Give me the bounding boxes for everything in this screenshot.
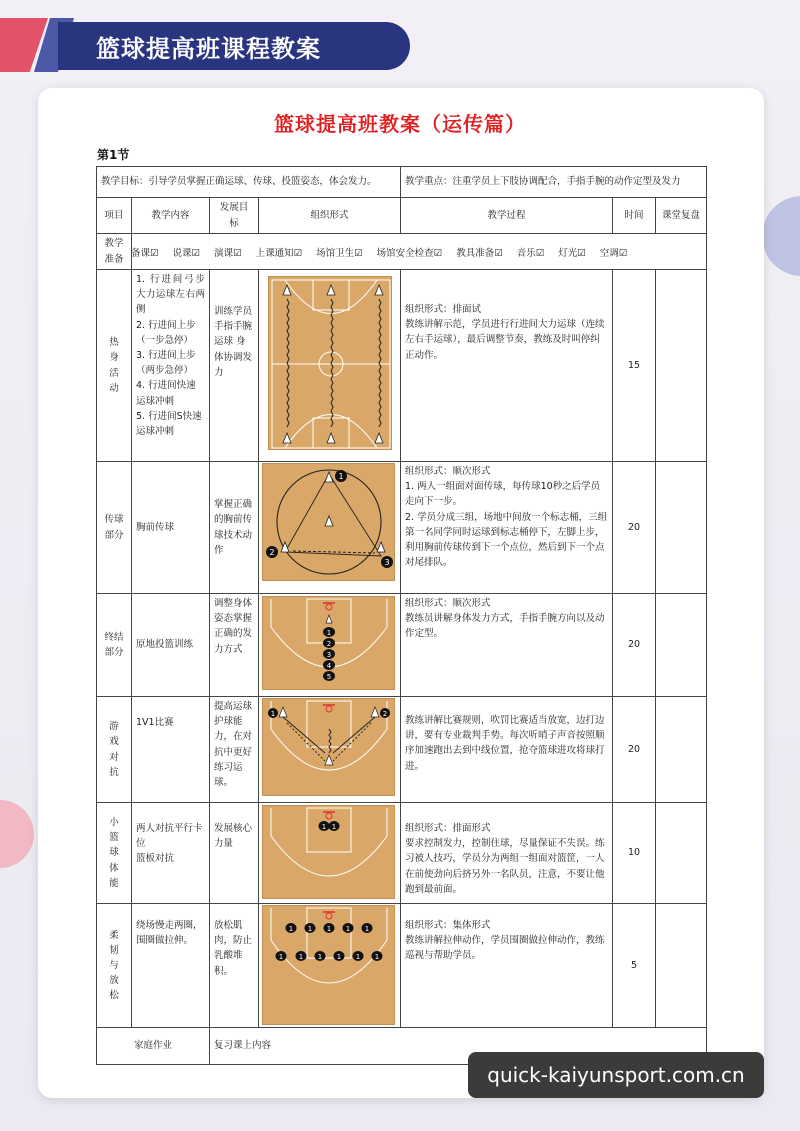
player-label: 1 <box>336 953 342 961</box>
row-goal-warmup: 训练学员手指手腕运球 身体协调发力 <box>209 269 259 462</box>
process-line: 教练讲解拉伸动作，学员围圈做拉伸动作，教练巡视与帮助学员。 <box>405 935 605 962</box>
row-review-pass <box>655 461 707 594</box>
row-item-pass: 传球部分 <box>96 461 132 594</box>
player-label: 1 <box>321 823 327 831</box>
row-process-pass <box>400 461 613 594</box>
player-label: 1 <box>298 953 304 961</box>
header-content: 教学内容 <box>131 197 210 234</box>
player-label: 1 <box>317 953 323 961</box>
header-banner <box>58 22 410 70</box>
prep-label: 教学准备 <box>96 233 132 270</box>
row-process-fitness <box>400 802 613 904</box>
row-review-game <box>655 696 707 803</box>
header-time: 时间 <box>612 197 656 234</box>
row-item-fitness: 小篮球体能 <box>96 802 132 904</box>
process-line: 教练讲解示范，学员进行行进间大力运球（连续左右手运球），最后调整节奏，教练及时叫停纠正动作。 <box>405 319 605 361</box>
row-item-stretch: 柔韧与放松 <box>96 903 132 1028</box>
pass-court-diagram <box>262 463 395 581</box>
row-goal-fitness: 发展核心力量 <box>209 802 259 904</box>
player-label: 1 <box>278 953 284 961</box>
player-label: 5 <box>326 673 332 681</box>
process-line: 要求控制发力，控制住球，尽量保证不失误。练习被人技巧，学员分为两组一组面对篮筐，一人在前使劲向后挤另外一名队员，注意，不要让他跑到最前面。 <box>405 838 605 895</box>
goal-cell: 教学目标：引导学员掌握正确运球、传球、投篮姿态，体会发力。 <box>96 166 401 198</box>
row-goal-finish: 调整身体姿态掌握正确的发力方式 <box>209 593 259 697</box>
row-item-game: 游戏对抗 <box>96 696 132 803</box>
focus-cell: 教学重点：注重学员上下肢协调配合，手指手腕的动作定型及发力 <box>400 166 707 198</box>
row-time-pass: 20 <box>612 461 656 594</box>
warmup-court-diagram <box>268 276 392 450</box>
player-label: 1 <box>331 823 337 831</box>
row-content-fitness <box>131 802 210 904</box>
player-label: 2 <box>326 640 332 648</box>
row-time-game: 20 <box>612 696 656 803</box>
row-content-pass: 胸前传球 <box>131 461 210 594</box>
section-label: 第1节 <box>97 148 130 162</box>
row-process-stretch <box>400 903 613 1028</box>
prep-item: 场馆安全检查☑ <box>376 248 443 259</box>
content-line: 5. 行进间S快速运球冲刺 <box>136 410 202 437</box>
row-content-warmup <box>131 269 210 462</box>
player-label: 1 <box>270 710 276 718</box>
prep-item: 音乐☑ <box>516 248 545 259</box>
content-line: 1. 行进间弓步大力运球左右两侧 <box>136 274 205 316</box>
core-court-diagram <box>262 805 395 899</box>
row-review-stretch <box>655 903 707 1028</box>
row-goal-game: 提高运球护球能力，在对抗中更好练习运球。 <box>209 696 259 803</box>
content-line: 2. 行进间上步（一步急停） <box>136 319 196 346</box>
row-time-fitness: 10 <box>612 802 656 904</box>
process-line: 教练员讲解身体发力方式，手指手腕方向以及动作定型。 <box>405 613 605 640</box>
player-label: 4 <box>326 662 332 670</box>
row-goal-stretch: 放松肌肉，防止乳酸堆积。 <box>209 903 259 1028</box>
player-label: 3 <box>326 651 332 659</box>
prep-checklist <box>131 236 627 268</box>
player-label: 2 <box>269 548 275 557</box>
player-label: 2 <box>382 710 388 718</box>
content-line: 篮板对抗 <box>136 853 175 865</box>
player-label: 1 <box>355 953 361 961</box>
prep-item: 空调☑ <box>599 248 628 259</box>
row-review-fitness <box>655 802 707 904</box>
process-line: 组织形式：集体形式 <box>405 920 491 931</box>
content-line: 4. 行进间快速运球冲刺 <box>136 380 196 407</box>
homework-value: 复习课上内容 <box>209 1027 707 1065</box>
player-label: 1 <box>374 953 380 961</box>
row-time-warmup: 15 <box>612 269 656 462</box>
process-line: 组织形式：排面形式 <box>405 823 491 834</box>
prep-item: 教具准备☑ <box>456 248 503 259</box>
player-label: 1 <box>307 925 313 933</box>
row-goal-pass: 掌握正确的胸前传球技术动作 <box>209 461 259 594</box>
row-time-stretch: 5 <box>612 903 656 1028</box>
process-line: 1. 两人一组面对面传球，每传球10秒之后学员走向下一步。 <box>405 481 601 508</box>
player-label: 1 <box>364 925 370 933</box>
1v1-court-diagram <box>262 698 395 796</box>
player-label: 3 <box>384 558 390 567</box>
row-process-finish <box>400 593 613 697</box>
header-goal: 发展目标 <box>209 197 259 234</box>
header-process: 教学过程 <box>400 197 613 234</box>
player-label: 1 <box>288 925 294 933</box>
homework-label: 家庭作业 <box>96 1027 210 1065</box>
row-content-stretch: 绕场慢走两圈，围圈做拉伸。 <box>131 903 210 1028</box>
player-label: 1 <box>345 925 351 933</box>
row-process-game: 教练讲解比赛规则，吹罚比赛适当放宽，边打边讲，要有专业裁判手势。每次听哨子声音按照顺序加速跑出去到中线位置，抢夺篮球进攻将球打进。 <box>400 696 613 803</box>
prep-item: 备课☑ <box>131 248 159 259</box>
header-item: 项目 <box>96 197 132 234</box>
header-review: 课堂复盘 <box>655 197 707 234</box>
player-label: 1 <box>326 629 332 637</box>
header-format: 组织形式 <box>258 197 401 234</box>
watermark-text: quick-kaiyunsport.com.cn <box>487 1063 745 1087</box>
process-line: 组织形式：顺次形式 <box>405 598 491 609</box>
row-review-warmup <box>655 269 707 462</box>
row-process-warmup <box>400 269 613 462</box>
player-label: 1 <box>338 472 344 481</box>
row-item-warmup: 热身活动 <box>96 269 132 462</box>
prep-item: 上课通知☑ <box>255 248 303 259</box>
player-label: 1 <box>326 925 332 933</box>
row-item-finish: 终结部分 <box>96 593 132 697</box>
prep-item: 灯光☑ <box>558 248 586 259</box>
content-line: 3. 行进间上步（两步急停） <box>136 349 196 377</box>
process-line: 2. 学员分成三组，场地中间放一个标志桶，三组第一名同学同时运球到标志桶停下，左脚上步，利用胸前传球传到下一个点位，然后到下一个点对尾排队。 <box>405 511 608 569</box>
row-content-finish: 原地投篮训练 <box>131 593 210 697</box>
prep-item: 说课☑ <box>172 248 201 259</box>
stretch-court-diagram <box>262 905 395 1025</box>
page-title: 篮球提高班教案（运传篇） <box>274 112 526 136</box>
prep-item: 场馆卫生☑ <box>316 248 363 259</box>
content-line: 两人对抗平行卡位 <box>136 823 203 850</box>
row-time-finish: 20 <box>612 593 656 697</box>
row-content-game: 1V1比赛 <box>131 696 210 803</box>
banner-title: 篮球提高班课程教案 <box>96 34 321 63</box>
shoot-court-diagram <box>262 596 395 690</box>
prep-item: 演课☑ <box>214 248 242 259</box>
watermark <box>468 1052 764 1098</box>
process-line: 组织形式：顺次形式 <box>405 466 491 477</box>
row-review-finish <box>655 593 707 697</box>
process-line: 组织形式：排面试 <box>405 304 482 315</box>
